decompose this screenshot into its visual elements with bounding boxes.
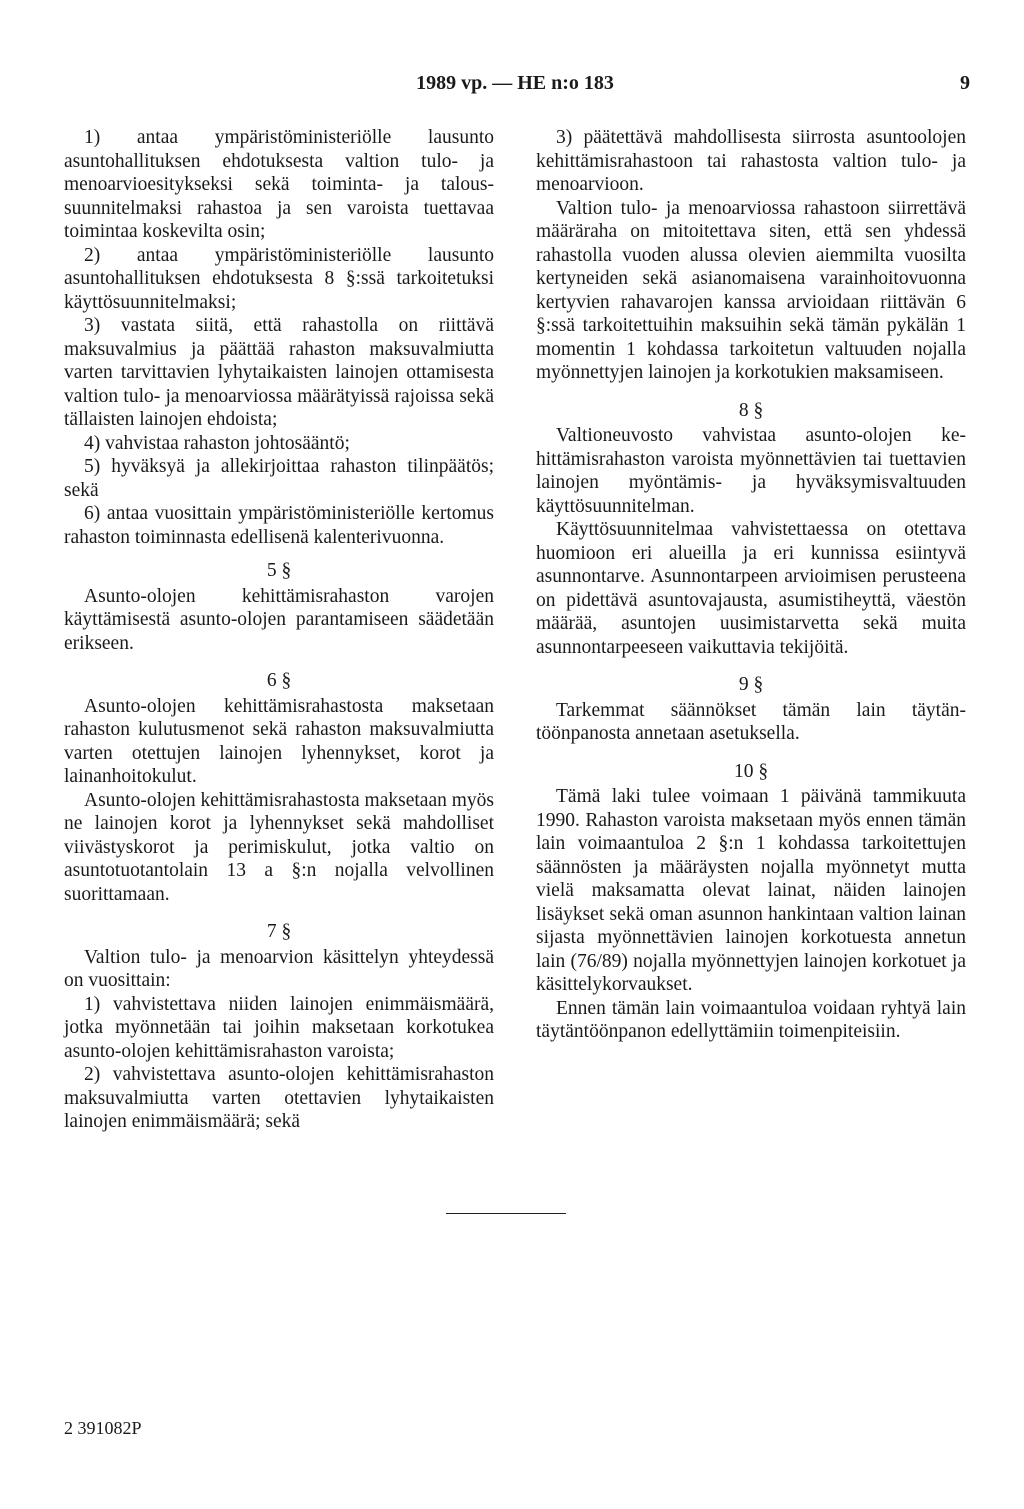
- paragraph: Asunto-olojen kehittämisrahastosta maksetaan rahaston kulutusmenot sekä rahaston maksuvalmiutta varten otettujen lainojen lyhennykset, korot ja lainanhoitokulut.: [64, 695, 494, 787]
- section-heading-10: 10 §: [733, 760, 769, 782]
- paragraph: Ennen tämän lain voimaantuloa voidaan ryhtyä lain täytäntöönpanon edellyttämiin toimenpiteisiin.: [536, 997, 966, 1042]
- paragraph: 4) vahvistaa rahaston johtosääntö;: [84, 432, 350, 454]
- paragraph: Valtion tulo- ja menoarvion käsittelyn yhteydessä on vuosittain:: [64, 946, 494, 991]
- section-heading-7: 7 §: [266, 921, 292, 942]
- paragraph: 3) vastata siitä, että rahastolla on riittävä maksuvalmius ja päättää rahaston maksuvalmiutta varten tarvittavien lyhytaikaisten lainojen ottamisesta valtion tulo- ja menoarviossa määrätyissä rajoissa sekä tällaisten lainojen ehdoista;: [64, 315, 494, 430]
- paragraph: 5) hyväksyä ja allekirjoittaa rahaston tilinpäätös; sekä: [64, 456, 494, 501]
- print-code: 2 391082P: [64, 1418, 142, 1438]
- end-rule: [446, 1213, 566, 1214]
- paragraph: Tämä laki tulee voimaan 1 päivänä tammikuuta 1990. Rahaston varoista maksetaan myös ennen tämän lain voimaantuloa 2 §:n 1 kohdassa tarkoitettujen säännösten ja määräysten nojalla myönnetyt mutta vielä maksamatta olevat lainat, näiden lainojen lisäykset sekä oman asunnon hankintaan valtion lainan sijasta myönnettävien lainojen korkotuesta annetun lain (76/89) nojalla myönnettyjen lainojen korkotuet ja käsittelykorvaukset.: [536, 786, 966, 995]
- page-number: 9: [960, 72, 970, 94]
- section-heading-6: 6 §: [266, 670, 292, 691]
- section-heading-5: 5 §: [266, 560, 292, 581]
- paragraph: Tarkemmat säännökset tämän lain täytäntöönpanosta annetaan asetuksella.: [536, 699, 966, 744]
- paragraph: Käyttösuunnitelmaa vahvistettaessa on otettava huomioon eri alueilla ja eri kunnissa esiintyvä asunnontarve. Asunnontarpeen arvioimisen perusteena on pidettävä asuntovajausta, asumistiheyttä, väestön määrää, asuntojen uusimistarvetta sekä muita asunnontarpeeseen vaikuttavia tekijöitä.: [536, 519, 966, 658]
- section-heading-9: 9 §: [738, 674, 764, 695]
- page-header: [60, 72, 970, 100]
- paragraph: 2) antaa ympäristöministeriölle lausunto asuntohallituksen ehdotuksesta 8 §:ssä tarkoitetuksi käyttösuunnitelmaksi;: [64, 244, 494, 313]
- paragraph: Valtioneuvosto vahvistaa asunto-olojen kehittämisrahaston varoista myönnettävien tai tuettavien lainojen myöntämis- ja hyväksymisvaltuuden käyttösuunnitelman.: [536, 425, 966, 517]
- paragraph: 3) päätettävä mahdollisesta siirrosta asuntoolojen kehittämisrahastoon tai rahastosta valtion tulo- ja menoarvioon.: [536, 127, 966, 195]
- paragraph: 1) vahvistettava niiden lainojen enimmäismäärä, jotka myönnetään tai joihin maksetaan korkotukea asunto-olojen kehittämisrahaston varoista;: [64, 993, 494, 1062]
- paragraph: Asunto-olojen kehittämisrahaston varojen käyttämisestä asunto-olojen parantamiseen säädetään erikseen.: [64, 585, 494, 654]
- paragraph: Asunto-olojen kehittämisrahastosta maksetaan myös ne lainojen korot ja lyhennykset sekä mahdolliset viivästyskorot ja perimiskulut, jotka valtio on asuntotuotantolain 13 a §:n nojalla velvollinen suorittamaan.: [64, 789, 494, 905]
- paragraph: Valtion tulo- ja menoarviossa rahastoon siirrettävä määräraha on mitoitettava siten, että sen yhdessä rahastolla vuoden alussa olevien aiemmilta vuosilta kertyneiden sekä asianomaisena varainhoitovuonna kertyvien rahavarojen kanssa arvioidaan riittävän 6 §:ssä tarkoitettuihin maksuihin sekä tämän pykälän 1 momentin 1 kohdassa tarkoitetun valtuuden nojalla myönnettyjen lainojen ja korkotukien maksamiseen.: [536, 197, 966, 383]
- paragraph: 6) antaa vuosittain ympäristöministeriölle kertomus rahaston toiminnasta edellisenä kalenterivuonna.: [64, 503, 494, 548]
- paragraph: 1) antaa ympäristöministeriölle lausunto asuntohallituksen ehdotuksesta valtion tulo- ja menoarvioesitykseksi sekä toiminta- ja taloussuunnitelmaksi rahastoa ja sen varoista tuettavaa toimintaa koskevilta osin;: [64, 127, 494, 242]
- running-title: 1989 vp. — HE n:o 183: [416, 72, 614, 94]
- section-heading-8: 8 §: [738, 399, 764, 421]
- right-column: [536, 126, 966, 1044]
- paragraph: 2) vahvistettava asunto-olojen kehittämisrahaston maksuvalmiutta varten otettavien lyhytaikaisten lainojen enimmäismäärä; sekä: [64, 1064, 494, 1132]
- left-column: [64, 126, 494, 1134]
